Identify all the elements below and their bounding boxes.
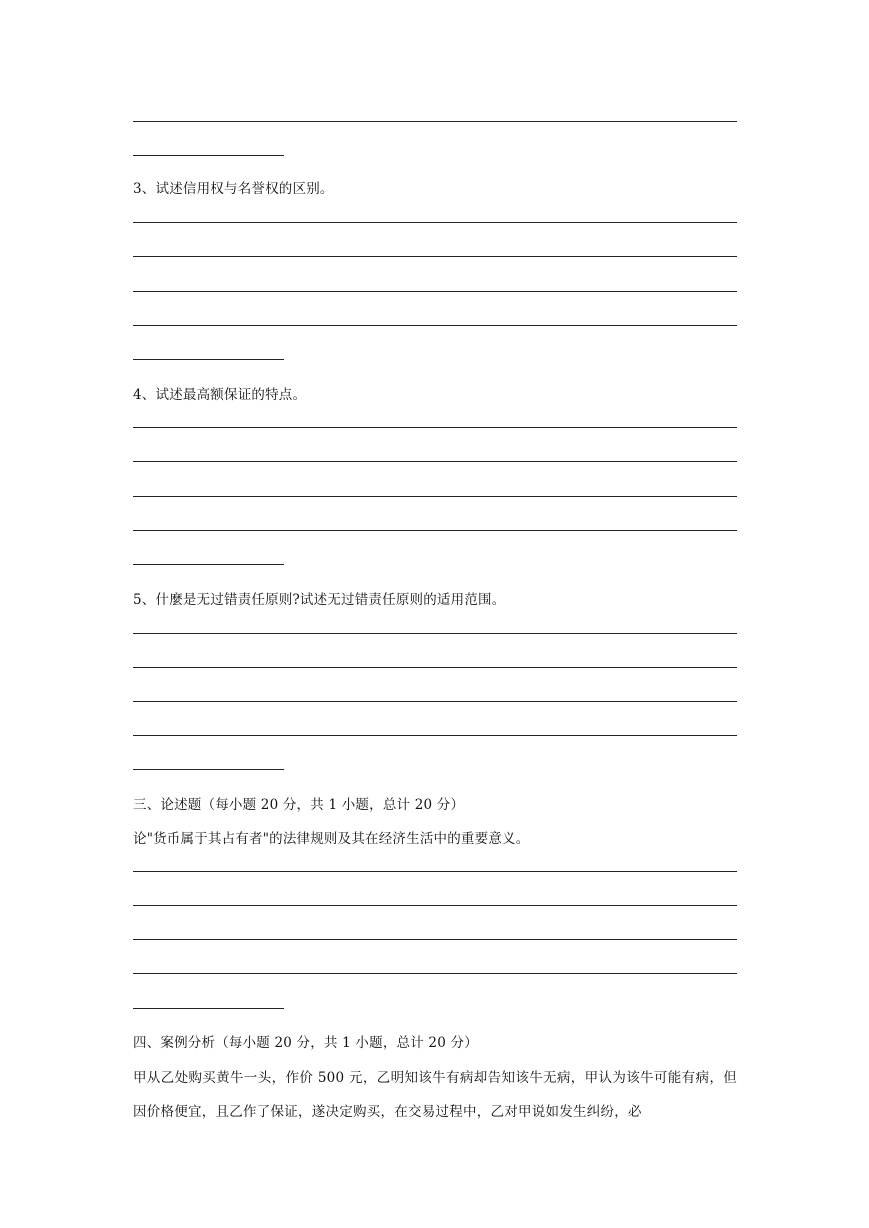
answer-line: [133, 530, 737, 531]
answer-line-end: [133, 359, 284, 360]
answer-line: [133, 325, 737, 326]
answer-line: [133, 496, 737, 497]
answer-line-end: [133, 564, 284, 565]
answer-line: [133, 291, 737, 292]
answer-line: [133, 939, 737, 940]
answer-line: [133, 701, 737, 702]
section-4-heading: 四、案例分析（每小题 20 分，共 1 小题，总计 20 分）: [133, 1035, 478, 1051]
answer-line-end: [133, 155, 284, 156]
answer-line: [133, 633, 737, 634]
answer-line-end: [133, 1008, 284, 1009]
answer-line: [133, 735, 737, 736]
answer-line: [133, 871, 737, 872]
answer-line: [133, 667, 737, 668]
section-3-heading: 三、论述题（每小题 20 分，共 1 小题，总计 20 分）: [133, 797, 465, 813]
answer-line: [133, 905, 737, 906]
answer-line-end: [133, 769, 284, 770]
question-4: 4、试述最高额保证的特点。: [133, 387, 307, 403]
question-3: 3、试述信用权与名誉权的区别。: [133, 181, 334, 197]
answer-line: [133, 222, 737, 223]
answer-line: [133, 121, 737, 122]
answer-line: [133, 461, 737, 462]
essay-question: 论"货币属于其占有者"的法律规则及其在经济生活中的重要意义。: [133, 831, 530, 847]
answer-line: [133, 256, 737, 257]
answer-line: [133, 427, 737, 428]
question-5: 5、什麼是无过错责任原则?试述无过错责任原则的适用范围。: [133, 592, 506, 608]
answer-line: [133, 973, 737, 974]
case-text: 甲从乙处购买黄牛一头，作价 500 元，乙明知该牛有病却告知该牛无病，甲认为该牛可能有病，但因价格便宜，且乙作了保证，遂决定购买，在交易过程中，乙对甲说如发生纠纷，必: [133, 1070, 737, 1120]
